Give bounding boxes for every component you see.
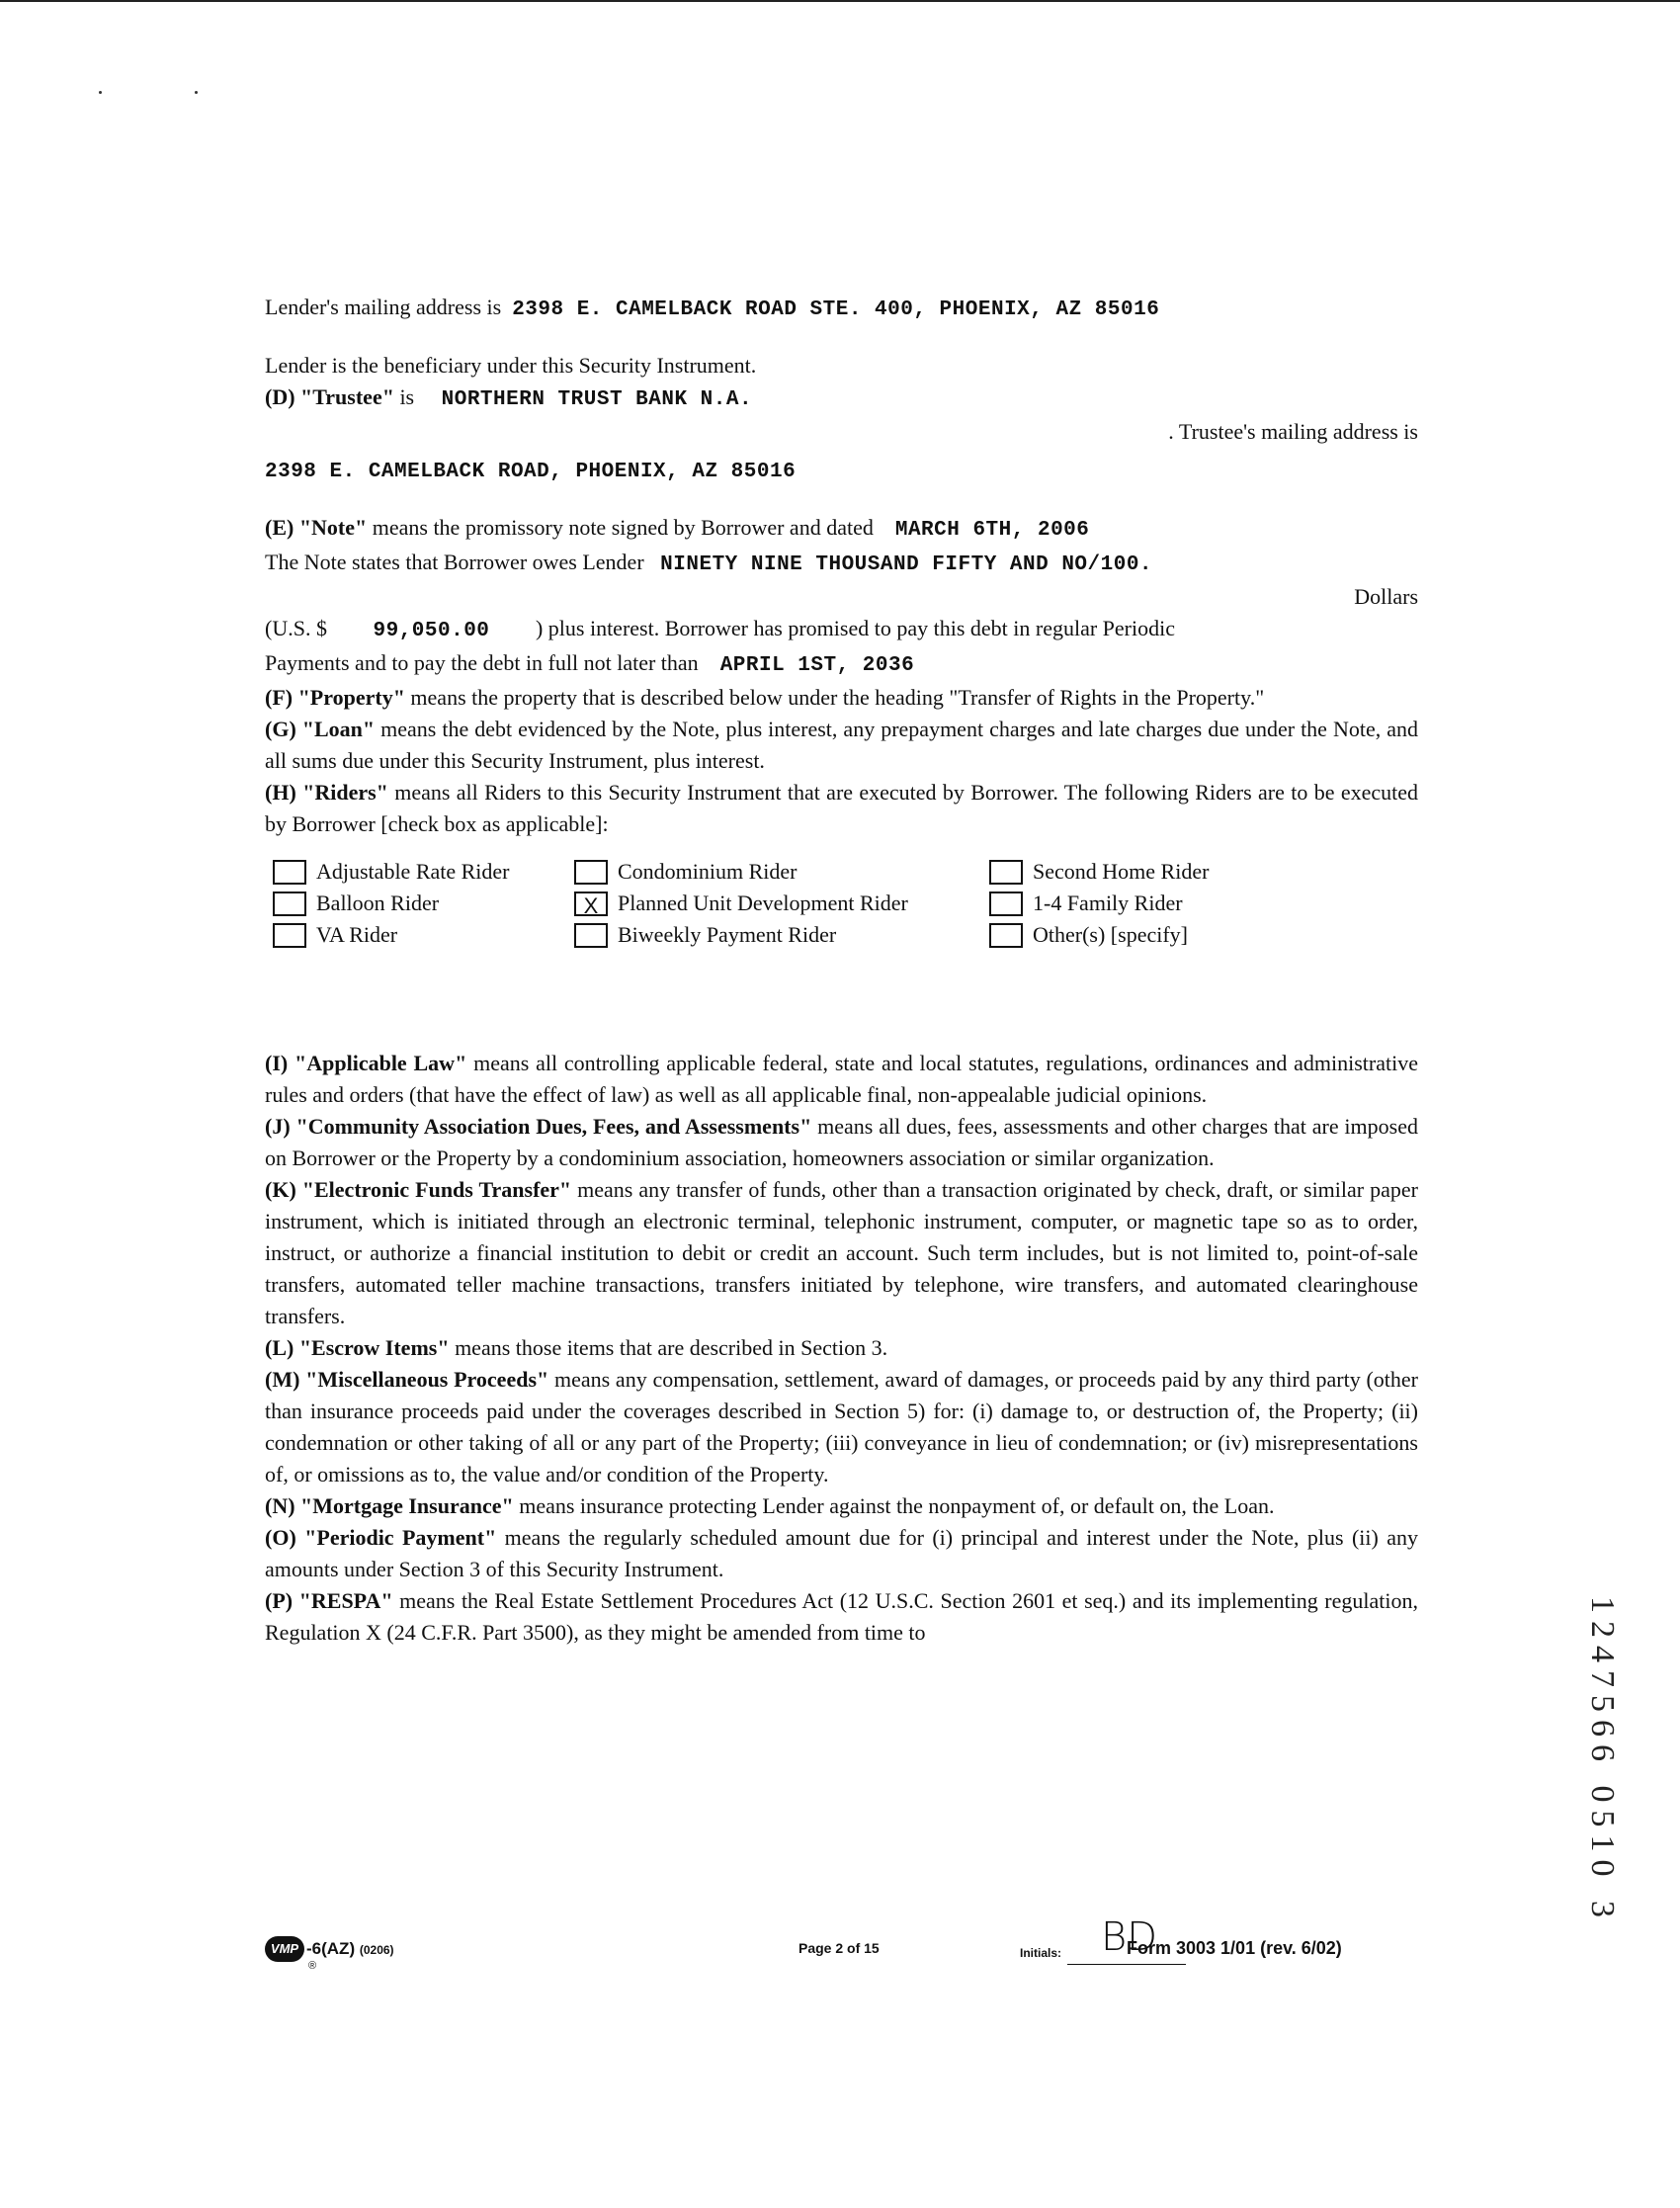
checkbox[interactable] xyxy=(574,860,608,885)
rider-va[interactable]: VA Rider xyxy=(273,919,574,951)
def-riders: (H) "Riders" means all Riders to this Security Instrument that are executed by Borrower. The following Riders are to be executed by Borrower [check box as applicable]: xyxy=(265,780,1418,836)
handwritten-initials: BD xyxy=(1101,1914,1157,1960)
side-stamp-number: 1247566 0510 3 xyxy=(1584,1596,1621,1925)
vmp-form-id xyxy=(265,1936,394,1962)
def-loan: (G) "Loan" means the debt evidenced by the Note, plus interest, any prepayment charges and late charges due under the Note, and all sums due under this Security Instrument, plus interest. xyxy=(265,717,1419,773)
checkbox[interactable] xyxy=(989,860,1023,885)
trustee-name: NORTHERN TRUST BANK N.A. xyxy=(441,388,753,411)
note-date: MARCH 6TH, 2006 xyxy=(894,519,1090,542)
maturity-date: APRIL 1ST, 2036 xyxy=(719,654,915,677)
initials-label: Initials: xyxy=(1020,1946,1062,1960)
form-code: -6(AZ) (0206) xyxy=(306,1939,394,1958)
dollars-label: Dollars xyxy=(1354,584,1418,609)
note-amount: 99,050.00 xyxy=(373,620,490,642)
note-line-1: (E) "Note" means the promissory note signed by Borrower and dated MARCH 6TH, 2006 xyxy=(265,515,1090,542)
lender-address-line: Lender's mailing address is 2398 E. CAMELBACK ROAD STE. 400, PHOENIX, AZ 85016 xyxy=(265,295,1160,321)
top-edge-line xyxy=(0,0,1680,2)
document-body xyxy=(265,292,1418,1649)
def-miscellaneous-proceeds: (M) "Miscellaneous Proceeds" means any compensation, settlement, award of damages, or proceeds paid by any third party (other than insurance proceeds paid under the coverages described in Section 5) for: (i) damage to, or destruction of, the Property; (ii) condemnation or other taking of all or any part of the Property; (iii) conveyance in lieu of condemnation; or (iv) misrepresentations of, or omissions as to, the value and/or condition of the Property. xyxy=(265,1367,1419,1486)
initials-line xyxy=(1067,1964,1186,1965)
checkbox[interactable] xyxy=(273,923,306,948)
checkbox[interactable] xyxy=(574,923,608,948)
def-electronic-funds-transfer: (K) "Electronic Funds Transfer" means any transfer of funds, other than a transaction originated by check, draft, or similar paper instrument, which is initiated through an electronic terminal, telephonic instrument, computer, or magnetic tape so as to order, instruct, or authorize a financial institution to debit or credit an account. Such term includes, but is not limited to, point-of-sale transfers, automated teller machine transactions, transfers initiated by telephone, wire transfers, and automated clearinghouse transfers. xyxy=(265,1177,1418,1328)
rider-adjustable-rate[interactable]: Adjustable Rate Rider xyxy=(273,856,574,888)
scan-speck xyxy=(99,91,102,94)
vmp-logo-icon: VMP xyxy=(265,1936,304,1962)
note-line-4: Payments and to pay the debt in full not later than APRIL 1ST, 2036 xyxy=(265,650,915,677)
page-number: Page 2 of 15 xyxy=(798,1940,880,1956)
page-footer xyxy=(265,1914,1418,1992)
form-number: Form 3003 1/01 (rev. 6/02) xyxy=(1127,1938,1342,1958)
trustee-address-label: . Trustee's mailing address is xyxy=(1168,419,1418,444)
def-property: (F) "Property" means the property that is described below under the heading "Transfer of Rights in the Property." xyxy=(265,685,1265,710)
def-mortgage-insurance: (N) "Mortgage Insurance" means insurance protecting Lender against the nonpayment of, or default on, the Loan. xyxy=(265,1493,1275,1518)
lender-address: 2398 E. CAMELBACK ROAD STE. 400, PHOENIX, AZ 85016 xyxy=(512,298,1160,321)
def-respa: (P) "RESPA" means the Real Estate Settlement Procedures Act (12 U.S.C. Section 2601 et seq.) and its implementing regulation, Regulation X (24 C.F.R. Part 3500), as they might be amended from time to xyxy=(265,1588,1418,1645)
checkbox[interactable] xyxy=(989,892,1023,916)
rider-planned-unit-development[interactable]: X Planned Unit Development Rider xyxy=(574,888,989,919)
lender-beneficiary: Lender is the beneficiary under this Security Instrument. xyxy=(265,353,757,378)
rider-second-home[interactable]: Second Home Rider xyxy=(989,856,1286,888)
def-escrow-items: (L) "Escrow Items" means those items that are described in Section 3. xyxy=(265,1335,888,1360)
def-periodic-payment: (O) "Periodic Payment" means the regularly scheduled amount due for (i) principal and interest under the Note, plus (ii) any amounts under Section 3 of this Security Instrument. xyxy=(265,1525,1418,1581)
checkbox[interactable] xyxy=(273,860,306,885)
rider-condominium[interactable]: Condominium Rider xyxy=(574,856,989,888)
registered-mark: ® xyxy=(308,1960,317,1972)
rider-1-4-family[interactable]: 1-4 Family Rider xyxy=(989,888,1286,919)
note-line-2: The Note states that Borrower owes Lender NINETY NINE THOUSAND FIFTY AND NO/100. xyxy=(265,550,1153,576)
def-applicable-law: (I) "Applicable Law" means all controlling applicable federal, state and local statutes, regulations, ordinances and administrative rules and orders (that have the effect of law) as well as all applicable final, non-appealable judicial opinions. xyxy=(265,1051,1418,1107)
trustee-line: (D) "Trustee" is NORTHERN TRUST BANK N.A. xyxy=(265,384,753,411)
riders-checklist xyxy=(273,856,1418,951)
trustee-address: 2398 E. CAMELBACK ROAD, PHOENIX, AZ 85016 xyxy=(265,461,797,483)
checkbox[interactable] xyxy=(273,892,306,916)
rider-balloon[interactable]: Balloon Rider xyxy=(273,888,574,919)
checkbox[interactable] xyxy=(989,923,1023,948)
def-community-association: (J) "Community Association Dues, Fees, and Assessments" means all dues, fees, assessments and other charges that are imposed on Borrower or the Property by a condominium association, homeowners association or similar organization. xyxy=(265,1114,1418,1170)
rider-others[interactable]: Other(s) [specify] xyxy=(989,919,1286,951)
note-amount-words: NINETY NINE THOUSAND FIFTY AND NO/100. xyxy=(660,553,1153,576)
note-line-3: (U.S. $ 99,050.00 ) plus interest. Borrower has promised to pay this debt in regular Periodic xyxy=(265,613,1418,647)
checkbox-checked[interactable]: X xyxy=(574,892,608,916)
scan-speck xyxy=(195,91,198,94)
rider-biweekly-payment[interactable]: Biweekly Payment Rider xyxy=(574,919,989,951)
